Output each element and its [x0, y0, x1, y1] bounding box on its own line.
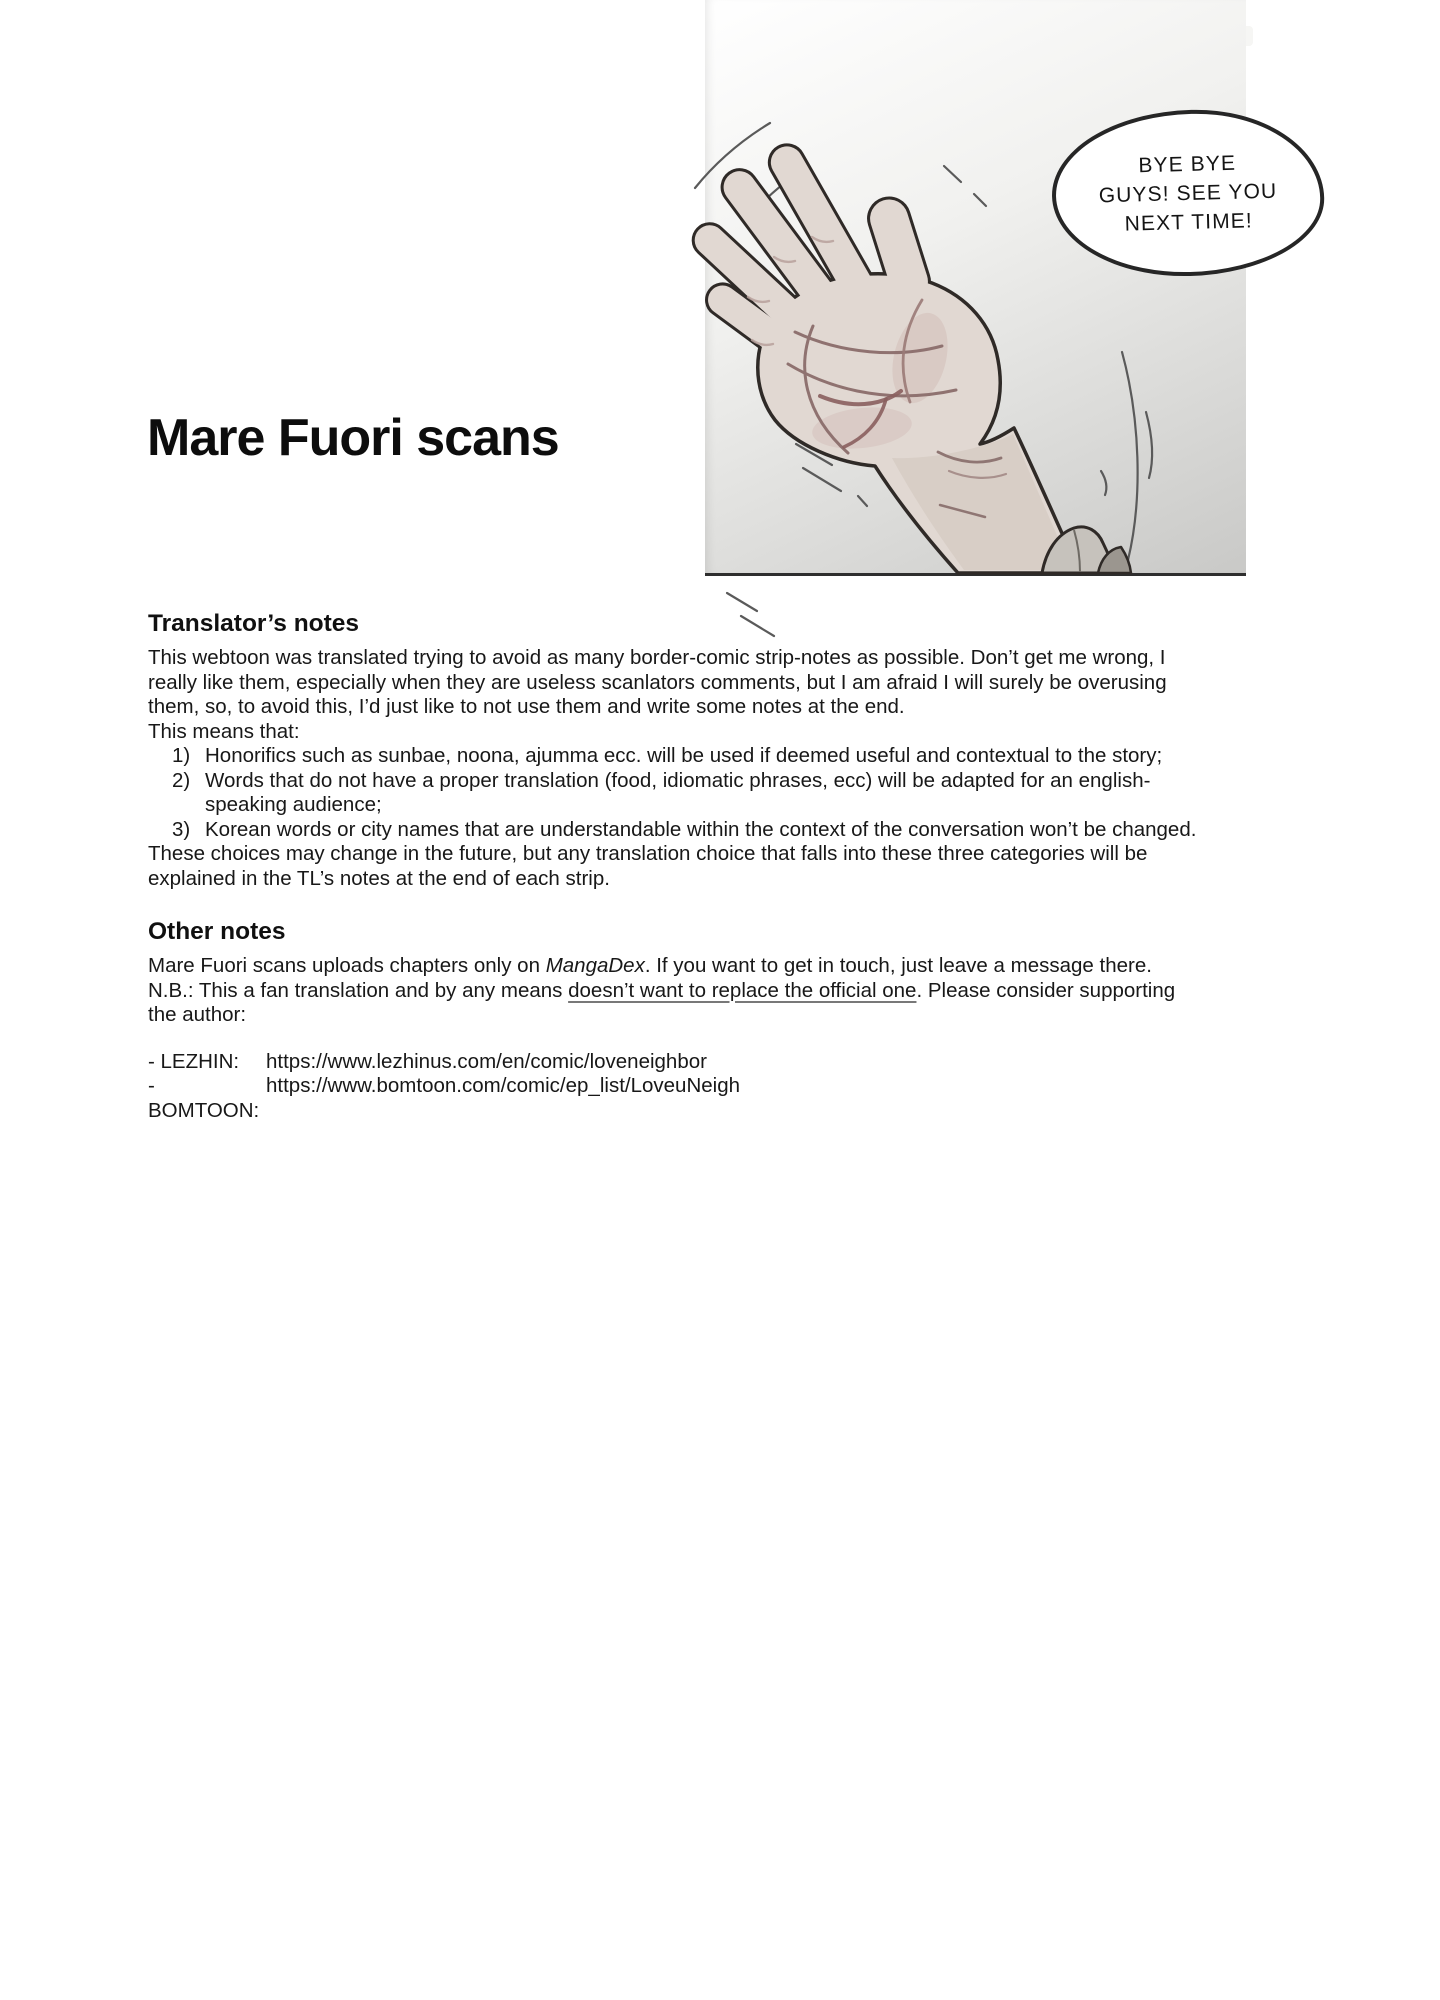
list-item [172, 818, 1208, 843]
list-item-text: Words that do not have a proper translation (food, idiomatic phrases, ecc) will be adapted for an english-speaking audience; [205, 768, 1151, 816]
notes-content [148, 609, 1208, 1123]
speech-bubble-text-line: GUYS! SEE YOU [1098, 179, 1278, 207]
bomtoon-link-row [148, 1074, 1208, 1123]
other-notes-heading: Other notes [148, 918, 286, 945]
bomtoon-label: - BOMTOON: [148, 1074, 260, 1122]
upload-info-text: Mare Fuori scans uploads chapters only on [148, 954, 546, 977]
lezhin-url: https://www.lezhinus.com/en/comic/loveneighbor [266, 1049, 707, 1073]
list-item-number: 3) [172, 817, 191, 841]
mangadex-name: MangaDex [545, 954, 645, 977]
translators-notes-outro: These choices may change in the future, but any translation choice that falls into these three categories will be explained in the TL’s notes at the end of each strip. [148, 842, 1148, 890]
motion-line [944, 166, 961, 182]
other-notes-disclaimer [148, 979, 1208, 1028]
motion-line [1146, 412, 1152, 478]
list-item [172, 769, 1208, 818]
motion-line [858, 496, 867, 506]
motion-line [974, 194, 986, 206]
disclaimer-text: N.B.: This a fan translation and by any means [148, 978, 569, 1002]
scanlation-group-title: Mare Fuori scans [147, 409, 559, 467]
motion-line [803, 468, 841, 491]
speech-bubble-text-line: NEXT TIME! [1124, 208, 1254, 236]
disclaimer-underlined-text: doesn’t want to replace the official one [568, 978, 917, 1002]
translators-notes-heading: Translator’s notes [148, 610, 360, 637]
list-item-text: Korean words or city names that are understandable within the context of the conversation won’t be changed. [205, 817, 1197, 841]
list-item-text: Honorifics such as sunbae, noona, ajumma ecc. will be used if deemed useful and contextual to the story; [205, 744, 1163, 767]
speech-bubble-text-line: BYE BYE [1138, 151, 1237, 177]
list-item [172, 744, 1208, 769]
translators-notes-intro-tail: This means that: [148, 719, 300, 743]
translators-notes-intro: This webtoon was translated trying to avoid as many border-comic strip-notes as possible. Don’t get me wrong, I really like them, especially when they are useless scanlators comments, but I am afraid I will surely be overusing them, so, to avoid this, I’d just like to not use them and write some notes at the end. [148, 646, 1167, 718]
other-notes-upload-info [148, 954, 1208, 979]
support-links [148, 1050, 1208, 1124]
motion-line [1101, 471, 1106, 495]
lezhin-link-row [148, 1050, 1208, 1075]
list-item-number: 1) [172, 744, 191, 767]
bomtoon-url: https://www.bomtoon.com/comic/ep_list/LoveuNeigh [266, 1074, 741, 1097]
lezhin-label: - LEZHIN: [148, 1049, 240, 1073]
motion-line [1122, 352, 1138, 560]
waving-hand-illustration [0, 0, 1440, 660]
list-item-number: 2) [172, 768, 191, 792]
disclaimer-text: . Please consider supporting the author: [148, 978, 1176, 1026]
translation-rules-list [172, 744, 1208, 842]
upload-info-text: . If you want to get in touch, just leave a message there. [644, 954, 1152, 977]
